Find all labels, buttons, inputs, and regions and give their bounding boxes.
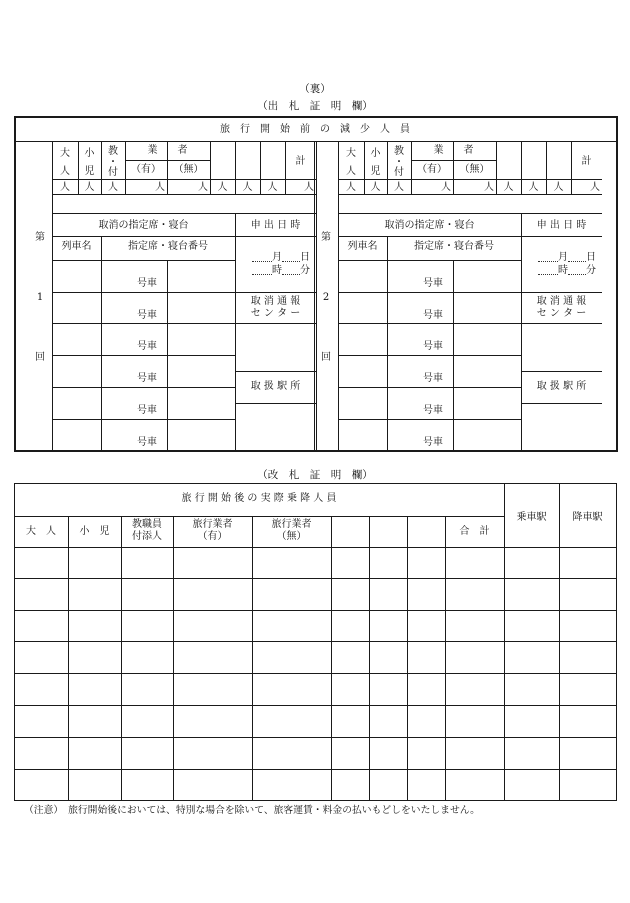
- bottom-row-line: [14, 673, 616, 674]
- car-label: 号車: [423, 405, 443, 416]
- header-agent: 業 者: [433, 145, 474, 156]
- unit-person: 人: [553, 182, 564, 193]
- cancel-center-label-2: セ ン タ ー: [536, 308, 587, 319]
- round-label-2: 1: [36, 292, 44, 303]
- alight-station-header: 降車駅: [572, 512, 603, 523]
- round-label-3: 回: [321, 352, 331, 363]
- header-agent-yes: （有）: [131, 164, 161, 175]
- unit-person: 人: [155, 182, 165, 193]
- bottom-header-line: [14, 547, 616, 548]
- car-label: 号車: [423, 310, 443, 321]
- car-label: 号車: [137, 278, 157, 289]
- bottom-row-line: [14, 737, 616, 738]
- unit-person: 人: [441, 182, 451, 193]
- hour-label: 時: [272, 265, 282, 276]
- header-child-1: 小: [84, 148, 95, 159]
- header-total: 計: [581, 156, 592, 167]
- train-name-header: 列車名: [61, 241, 92, 252]
- car-label: 号車: [137, 341, 157, 352]
- car-label: 号車: [423, 278, 443, 289]
- header-total: 合 計: [459, 526, 490, 537]
- month-label: 月: [272, 252, 282, 263]
- bottom-column-line: [121, 516, 122, 800]
- bottom-column-line: [252, 516, 253, 800]
- handling-station-label: 取 扱 駅 所: [536, 381, 587, 392]
- bottom-border-right: [616, 483, 617, 801]
- bottom-row-line: [14, 769, 616, 770]
- apply-datetime-header: 申 出 日 時: [536, 220, 587, 231]
- refund-notice: （注意） 旅行開始後においては、特別な場合を除いて、旅客運賃・料金の払いもどしをいたしません。: [24, 805, 480, 816]
- header-child-1: 小: [370, 148, 381, 159]
- unit-person: 人: [503, 182, 514, 193]
- bottom-column-line: [369, 516, 370, 800]
- car-label: 号車: [137, 373, 157, 384]
- bottom-column-line: [68, 516, 69, 800]
- header-adult: 大 人: [26, 526, 56, 537]
- header-edu-staff-1: 教職員: [132, 519, 162, 530]
- cancel-seat-header: 取消の指定席・寝台: [384, 220, 475, 231]
- unit-person: 人: [217, 182, 228, 193]
- round-label-1: 第: [35, 232, 45, 243]
- unit-person: 人: [108, 182, 118, 193]
- board-station-header: 乗車駅: [516, 512, 547, 523]
- car-label: 号車: [423, 437, 443, 448]
- cancel-center-label-1: 取 消 通 報: [536, 296, 587, 307]
- header-agent-yes-2: （有）: [197, 531, 228, 542]
- header-agent-no: （無）: [459, 164, 490, 175]
- unit-person: 人: [242, 182, 253, 193]
- bottom-title-divider: [14, 516, 504, 517]
- apply-datetime-header: 申 出 日 時: [250, 220, 301, 231]
- unit-person: 人: [60, 182, 70, 193]
- header-child-2: 児: [370, 166, 381, 177]
- hour-label: 時: [558, 265, 568, 276]
- header-agent-no-2: （無）: [276, 531, 307, 542]
- actual-passengers-title: 旅 行 開 始 後 の 実 際 乗 降 人 員: [181, 493, 337, 504]
- header-child-2: 児: [84, 166, 95, 177]
- car-label: 号車: [137, 405, 157, 416]
- header-edu-2: ・: [394, 157, 404, 168]
- header-adult-1: 大: [60, 148, 70, 159]
- header-edu-1: 教: [108, 146, 118, 157]
- bottom-column-line: [173, 516, 174, 800]
- header-agent-yes: （有）: [417, 164, 447, 175]
- handling-station-label: 取 扱 駅 所: [250, 381, 301, 392]
- bottom-row-line: [14, 578, 616, 579]
- round-label-2: 2: [322, 292, 330, 303]
- reduction-title: 旅 行 開 始 前 の 減 少 人 員: [220, 124, 410, 135]
- header-child: 小 児: [79, 526, 110, 537]
- ticket-certificate-heading: （出 札 証 明 欄）: [257, 100, 373, 112]
- minute-label: 分: [300, 265, 310, 276]
- unit-person: 人: [304, 182, 314, 193]
- unit-person: 人: [590, 182, 600, 193]
- car-label: 号車: [137, 437, 157, 448]
- header-adult-2: 人: [60, 166, 70, 177]
- bottom-column-line: [407, 516, 408, 800]
- train-name-header: 列車名: [347, 241, 378, 252]
- seat-number-header: 指定席・寝台番号: [414, 241, 494, 252]
- header-edu-3: 付: [394, 167, 404, 178]
- unit-person: 人: [267, 182, 278, 193]
- unit-person: 人: [198, 182, 208, 193]
- unit-person: 人: [346, 182, 356, 193]
- day-label: 日: [300, 252, 310, 263]
- day-label: 日: [586, 252, 596, 263]
- round-label-1: 第: [321, 232, 331, 243]
- unit-person: 人: [528, 182, 539, 193]
- header-total: 計: [295, 156, 306, 167]
- month-label: 月: [558, 252, 568, 263]
- bottom-column-line: [331, 516, 332, 800]
- unit-person: 人: [484, 182, 494, 193]
- bottom-border-top: [14, 483, 616, 484]
- bottom-row-line: [14, 705, 616, 706]
- header-agent: 業 者: [147, 145, 188, 156]
- header-agent-yes-1: 旅行業者: [192, 519, 233, 530]
- unit-person: 人: [370, 182, 381, 193]
- car-label: 号車: [423, 373, 443, 384]
- cancel-center-label-2: セ ン タ ー: [250, 308, 301, 319]
- header-adult-2: 人: [346, 166, 356, 177]
- round-label-3: 回: [35, 352, 45, 363]
- reverse-side-label: （裏）: [299, 83, 331, 95]
- bottom-column-line: [445, 516, 446, 800]
- seat-number-header: 指定席・寝台番号: [128, 241, 208, 252]
- header-agent-no: （無）: [173, 164, 204, 175]
- bottom-row-line: [14, 641, 616, 642]
- header-edu-3: 付: [108, 167, 118, 178]
- car-label: 号車: [423, 341, 443, 352]
- minute-label: 分: [586, 265, 596, 276]
- bottom-row-line: [14, 610, 616, 611]
- cancel-center-label-1: 取 消 通 報: [250, 296, 301, 307]
- header-edu-1: 教: [394, 146, 404, 157]
- header-agent-no-1: 旅行業者: [271, 519, 312, 530]
- unit-person: 人: [394, 182, 404, 193]
- header-edu-staff-2: 付添人: [132, 531, 162, 542]
- gate-certificate-heading: （改 札 証 明 欄）: [257, 469, 373, 481]
- cancel-seat-header: 取消の指定席・寝台: [98, 220, 189, 231]
- header-adult-1: 大: [346, 148, 356, 159]
- bottom-border-bottom: [14, 800, 617, 801]
- car-label: 号車: [137, 310, 157, 321]
- unit-person: 人: [84, 182, 95, 193]
- header-edu-2: ・: [108, 157, 118, 168]
